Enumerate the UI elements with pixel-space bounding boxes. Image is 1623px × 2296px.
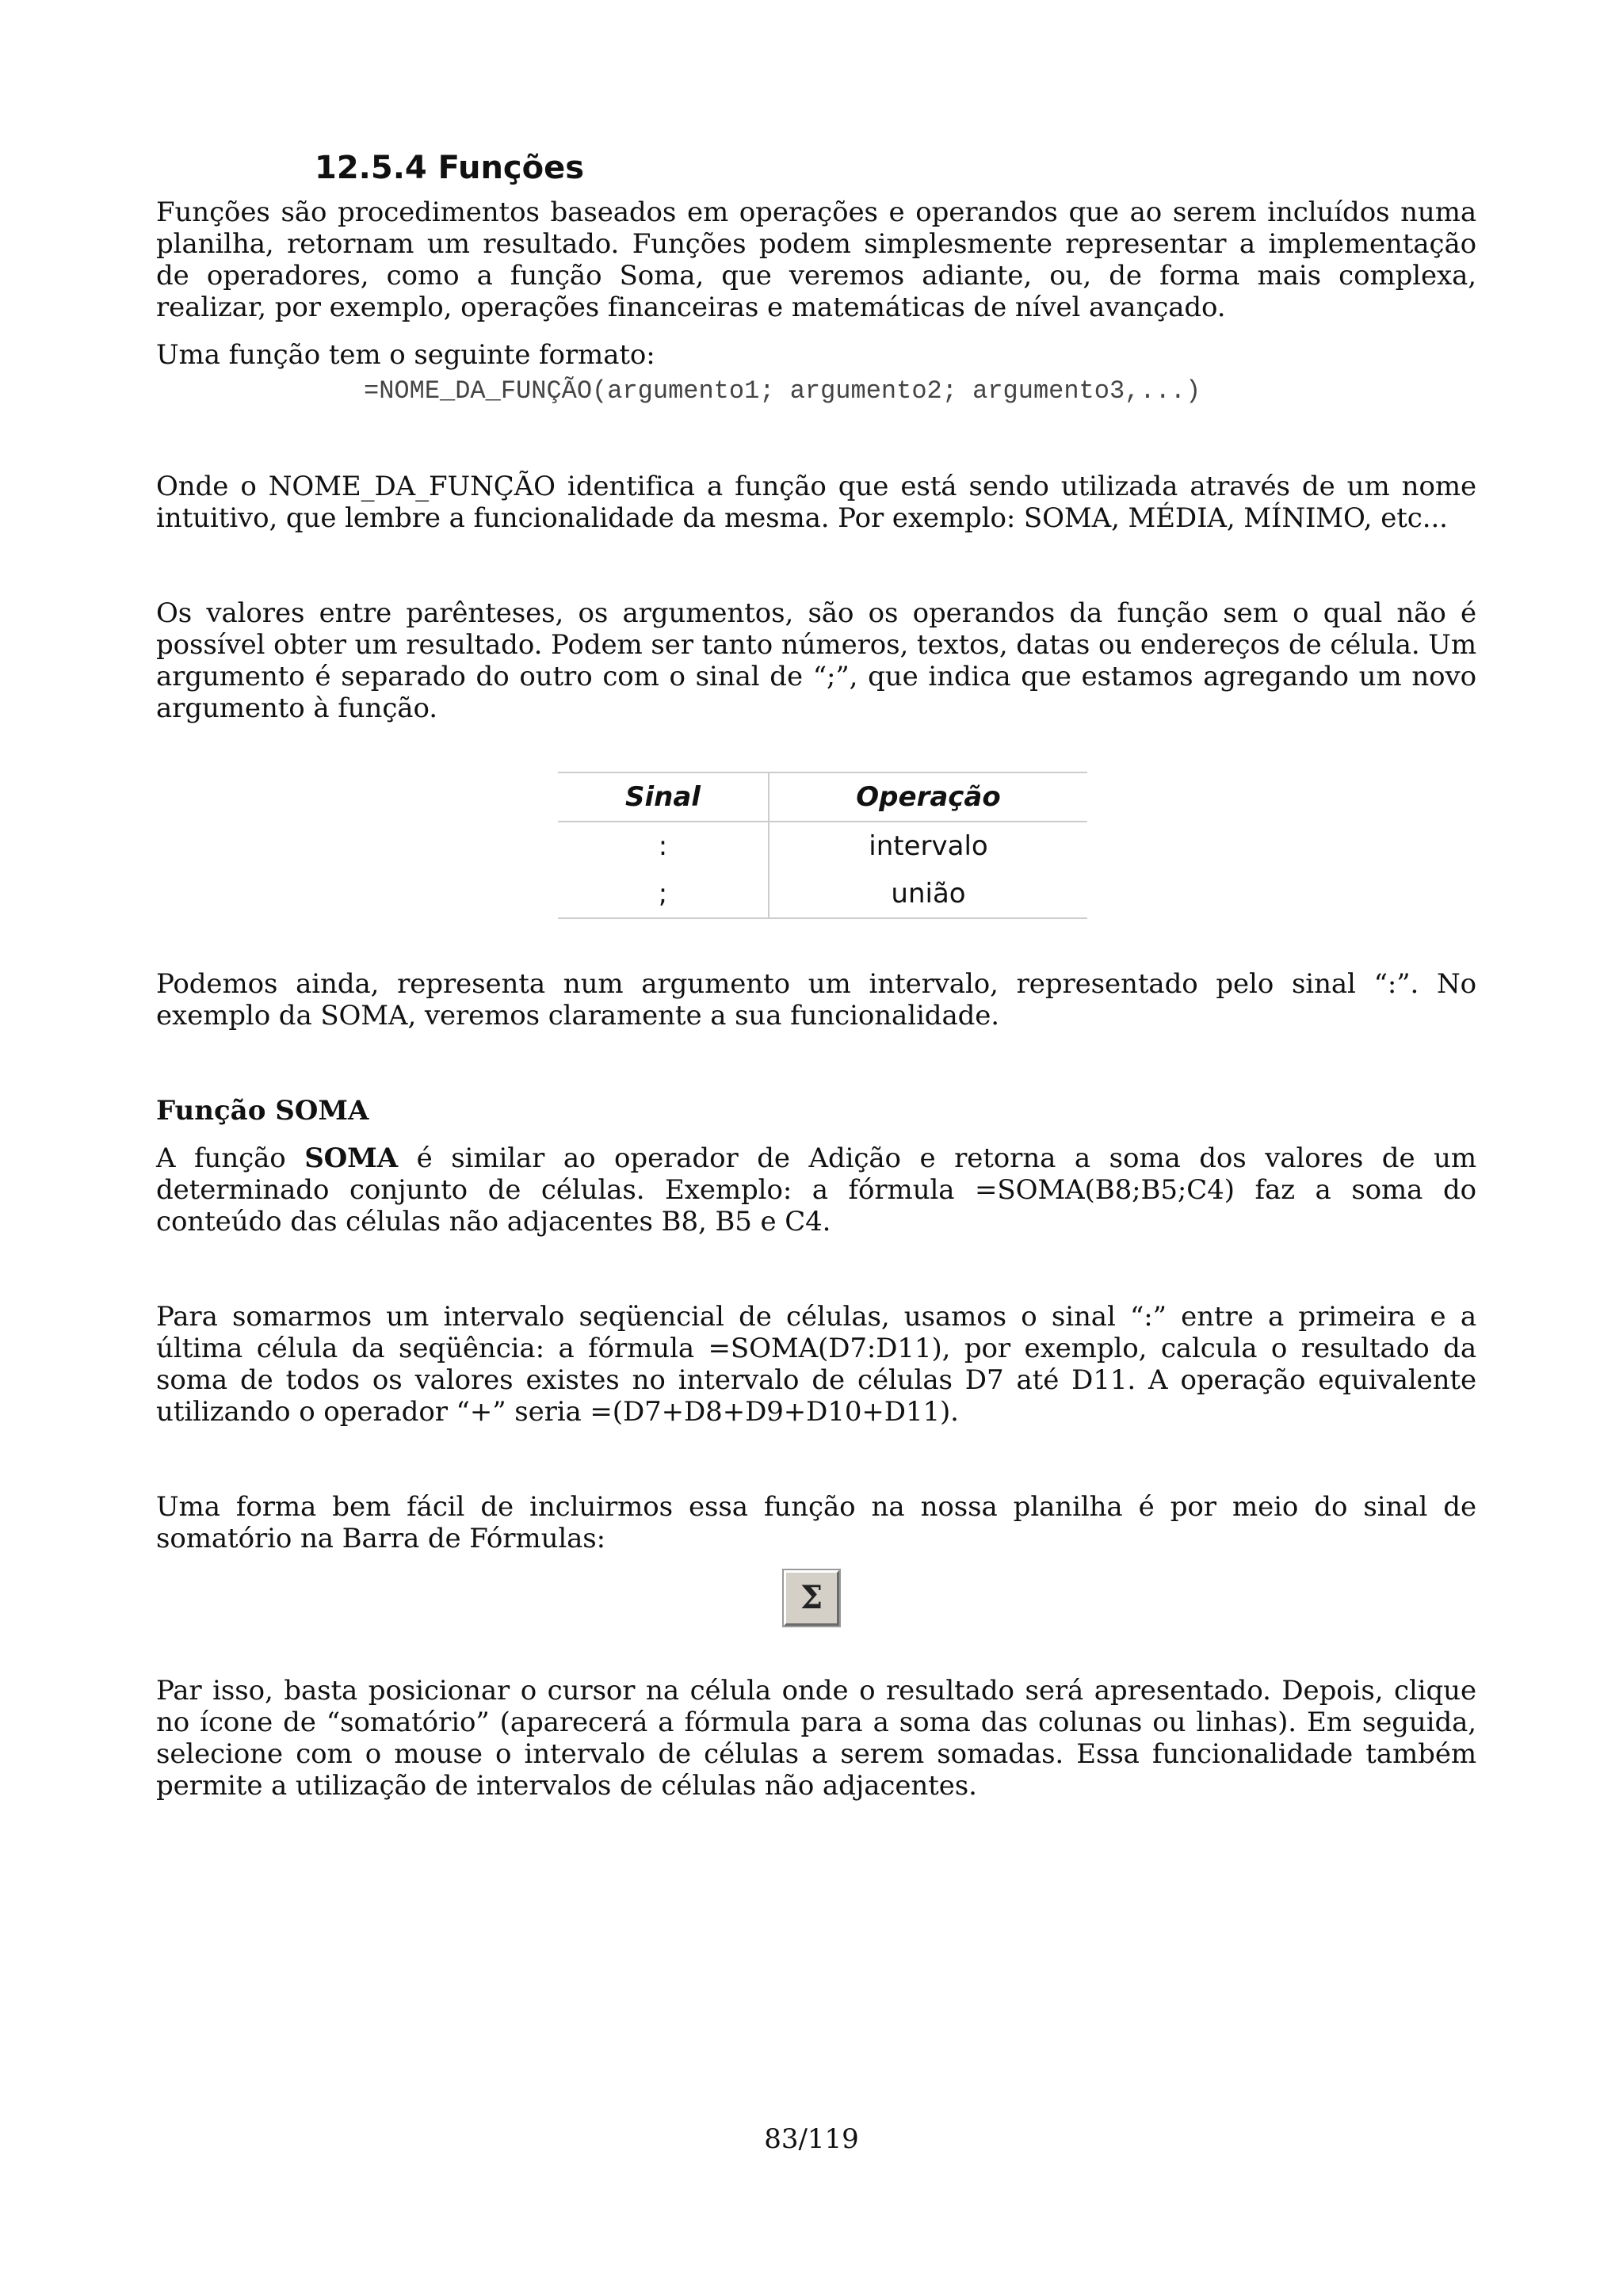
table-cell-sinal: : (558, 822, 769, 870)
soma-p1-after: é similar ao operador de Adição e retorna a soma dos valores de um determinado conjunto de células. Exemplo: a fórmula =SOMA(B8;B5;C4) faz a soma do conteúdo das células não adjacentes B8, B5 e C4. (156, 1142, 1476, 1238)
paragraph-soma-toolbar: Uma forma bem fácil de incluirmos essa função na nossa planilha é por meio do sinal de somatório na Barra de Fórmulas: (156, 1491, 1476, 1554)
page-number: 83/119 (764, 2123, 859, 2155)
table-header-sinal: Sinal (558, 772, 769, 822)
paragraph-function-name: Onde o NOME_DA_FUNÇÃO identifica a função que está sendo utilizada através de um nome intuitivo, que lembre a funcionalidade da mesma. Por exemplo: SOMA, MÉDIA, MÍNIMO, etc... (156, 471, 1476, 534)
autosum-button[interactable] (784, 1570, 839, 1626)
soma-p1-before: A função (156, 1142, 305, 1174)
function-syntax-code: =NOME_DA_FUNÇÃO(argumento1; argumento2; argumento3,...) (364, 376, 1201, 406)
sigma-icon: Σ (800, 1579, 823, 1616)
table-row (558, 822, 1087, 870)
table-cell-operacao: intervalo (869, 830, 988, 862)
table-cell-operacao: união (769, 870, 1087, 918)
paragraph-soma-interval: Para somarmos um intervalo seqüencial de células, usamos o sinal “:” entre a primeira e a última célula da seqüência: a fórmula =SOMA(D7:D11), por exemplo, calcula o resultado da soma de todos os valores existes no intervalo de células D7 até D11. A operação equivalente utilizando o operador “+” seria =(D7+D8+D9+D10+D11). (156, 1301, 1476, 1428)
paragraph-soma-usage: Par isso, basta posicionar o cursor na célula onde o resultado será apresentado. Depois, clique no ícone de “somatório” (aparecerá a fórmula para a soma das colunas ou linhas). Em seguida, selecione com o mouse o intervalo de células a serem somadas. Essa funcionalidade também permite a utilização de intervalos de células não adjacentes. (156, 1675, 1476, 1802)
section-heading: 12.5.4 Funções (315, 150, 585, 186)
paragraph-functions-intro: Funções são procedimentos baseados em operações e operandos que ao serem incluídos numa planilha, retornam um resultado. Funções podem simplesmente representar a implementação de operadores, como a função Soma, que veremos adiante, ou, de forma mais complexa, realizar, por exemplo, operações financeiras e matemáticas de nível avançado. (156, 196, 1476, 323)
paragraph-format-intro: Uma função tem o seguinte formato: (156, 339, 655, 371)
sigma-figure (156, 1570, 1476, 1646)
table-header-row (558, 772, 1087, 822)
soma-subheading: Função SOMA (156, 1095, 369, 1127)
paragraph-arguments: Os valores entre parênteses, os argumentos, são os operandos da função sem o qual não é possível obter um resultado. Podem ser tanto números, textos, datas ou endereços de célula. Um argumento é separado do outro com o sinal de “;”, que indica que estamos agregando um novo argumento à função. (156, 597, 1476, 724)
table-header-operacao: Operação (769, 772, 1087, 822)
table-row (558, 870, 1087, 918)
paragraph-interval: Podemos ainda, representa num argumento um intervalo, representado pelo sinal “:”. No exemplo da SOMA, veremos claramente a sua funcionalidade. (156, 968, 1476, 1032)
document-page (156, 151, 1476, 1817)
paragraph-soma-definition (156, 1142, 1476, 1238)
table-cell-sinal: ; (558, 870, 769, 918)
operators-table (558, 772, 1087, 919)
soma-p1-bold: SOMA (304, 1142, 398, 1174)
